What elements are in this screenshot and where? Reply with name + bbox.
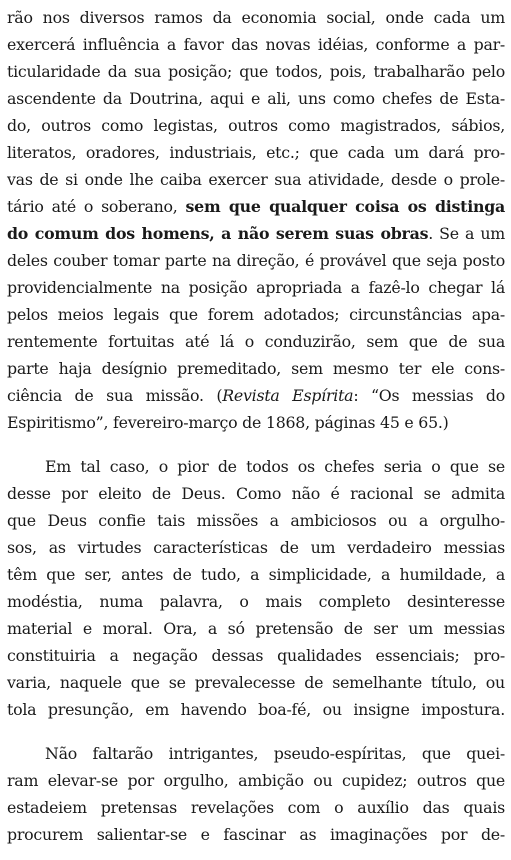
text-run: do, outros como legistas, outros como magistrados, sábios, — [7, 116, 505, 135]
text-run: constituiria a negação dessas qualidades essenciais; pro- — [7, 646, 505, 665]
text-line — [7, 615, 505, 642]
paragraph — [7, 4, 505, 436]
text-run: exercerá influência a favor das novas idéias, conforme a par- — [7, 35, 505, 54]
text-run: . Se a um — [428, 224, 506, 243]
bold-text: sem que qualquer coisa os distinga — [185, 197, 505, 216]
text-line — [7, 328, 505, 355]
text-line — [7, 740, 505, 767]
text-run: material e moral. Ora, a só pretensão de ser um messias — [7, 619, 505, 638]
text-line — [7, 588, 505, 615]
text-line — [7, 453, 505, 480]
text-line — [7, 274, 505, 301]
text-run: ciência de sua missão. ( — [7, 386, 223, 405]
text-run: tola presunção, em havendo boa-fé, ou insigne impostura. — [7, 700, 505, 719]
text-run: providencialmente na posição apropriada a fazê-lo chegar lá — [7, 278, 505, 297]
text-run: Espiritismo”, fevereiro-março de 1868, páginas 45 e 65.) — [7, 413, 449, 432]
text-line — [7, 31, 505, 58]
text-run: modéstia, numa palavra, o mais completo desinteresse — [7, 592, 505, 611]
text-run: Não faltarão intrigantes, pseudo-espíritas, que quei- — [45, 744, 505, 763]
text-run: desse por eleito de Deus. Como não é racional se admita — [7, 484, 505, 503]
text-line — [7, 247, 505, 274]
text-line — [7, 58, 505, 85]
text-line — [7, 507, 505, 534]
text-line — [7, 561, 505, 588]
text-line — [7, 409, 505, 436]
text-run: deles couber tomar parte na direção, é provável que seja posto — [7, 251, 505, 270]
italic-text: Revista Espírita — [222, 386, 354, 405]
text-run: : “Os messias do — [353, 386, 505, 405]
text-line — [7, 301, 505, 328]
text-line — [7, 193, 505, 220]
text-run: que Deus confie tais missões a ambiciosos ou a orgulho- — [7, 511, 505, 530]
text-run: Em tal caso, o pior de todos os chefes seria o que se — [45, 457, 505, 476]
text-body — [7, 4, 505, 848]
bold-text: do comum dos homens, a não serem suas obras — [7, 224, 429, 243]
text-line — [7, 166, 505, 193]
paragraph — [7, 740, 505, 848]
text-line — [7, 794, 505, 821]
text-line — [7, 112, 505, 139]
text-line — [7, 85, 505, 112]
text-line — [7, 139, 505, 166]
text-line — [7, 642, 505, 669]
text-line — [7, 696, 505, 723]
text-run: tário até o soberano, — [7, 197, 186, 216]
text-line — [7, 821, 505, 848]
text-run: têm que ser, antes de tudo, a simplicidade, a humildade, a — [7, 565, 505, 584]
text-run: pelos meios legais que forem adotados; circunstâncias apa- — [7, 305, 505, 324]
text-run: estadeiem pretensas revelações com o auxílio das quais — [7, 798, 505, 817]
text-line — [7, 382, 505, 409]
text-run: parte haja desígnio premeditado, sem mesmo ter ele cons- — [7, 359, 505, 378]
text-run: ticularidade da sua posição; que todos, pois, trabalharão pelo — [7, 62, 505, 81]
text-line — [7, 355, 505, 382]
text-line — [7, 4, 505, 31]
text-run: literatos, oradores, industriais, etc.; que cada um dará pro- — [7, 143, 505, 162]
text-line — [7, 534, 505, 561]
text-line — [7, 480, 505, 507]
text-run: varia, naquele que se prevalecesse de semelhante título, ou — [7, 673, 505, 692]
text-run: rentemente fortuitas até lá o conduzirão, sem que de sua — [7, 332, 505, 351]
text-line — [7, 669, 505, 696]
text-line — [7, 767, 505, 794]
text-run: ram elevar-se por orgulho, ambição ou cupidez; outros que — [7, 771, 505, 790]
text-run: rão nos diversos ramos da economia social, onde cada um — [7, 8, 505, 27]
text-run: ascendente da Doutrina, aqui e ali, uns como chefes de Esta- — [7, 89, 505, 108]
text-run: procurem salientar-se e fascinar as imaginações por de- — [7, 825, 505, 844]
text-run: vas de si onde lhe caiba exercer sua atividade, desde o prole- — [7, 170, 505, 189]
paragraph — [7, 453, 505, 723]
text-line — [7, 220, 505, 247]
text-run: sos, as virtudes características de um verdadeiro messias — [7, 538, 505, 557]
